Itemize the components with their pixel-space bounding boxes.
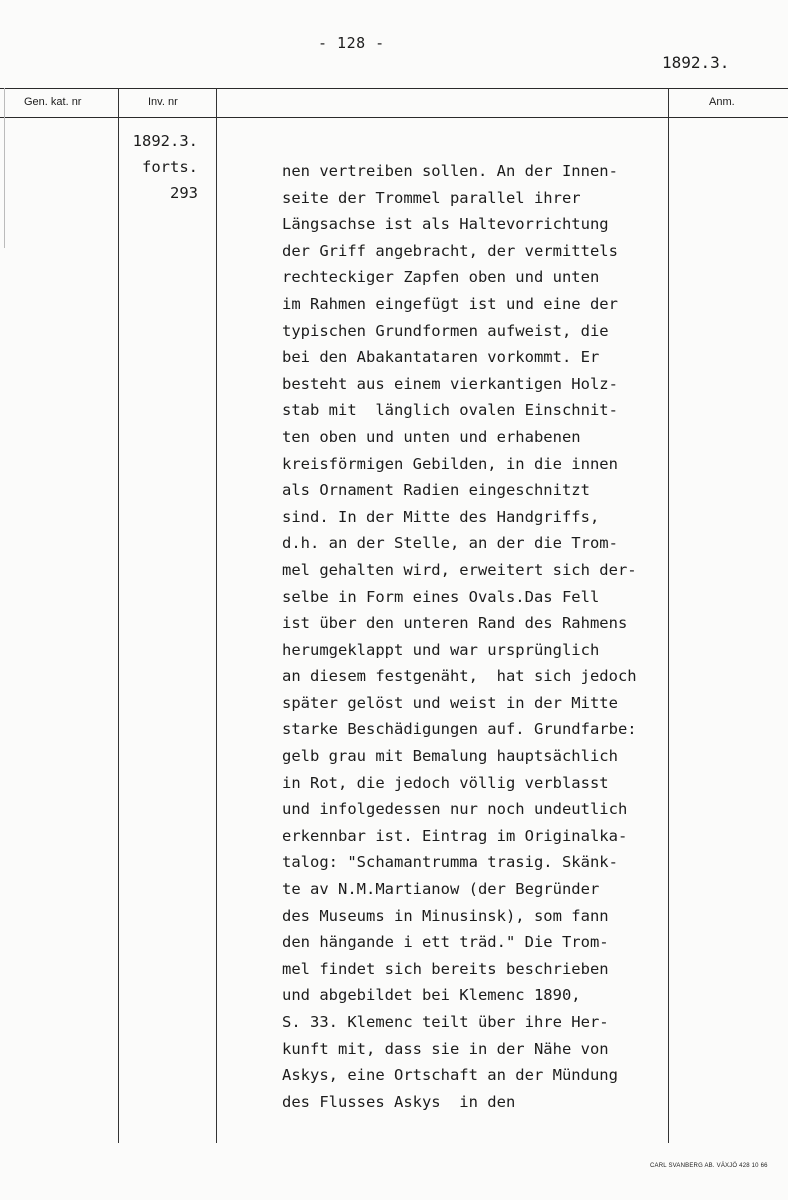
inventory-cell: [128, 128, 214, 206]
text-line: gelb grau mit Bemalung hauptsächlich: [282, 747, 618, 766]
description-text: [282, 158, 682, 1115]
text-line: Askys, eine Ortschaft an der Mündung: [282, 1066, 618, 1085]
text-line: S. 33. Klemenc teilt über ihre Her-: [282, 1013, 609, 1031]
text-line: im Rahmen eingefügt ist und eine der: [282, 294, 618, 313]
text-line: in Rot, die jedoch völlig verblasst: [282, 773, 609, 792]
text-line: als Ornament Radien eingeschnitzt: [282, 481, 590, 500]
page-number: - 128 -: [318, 34, 385, 52]
header-anm: Anm.: [709, 96, 735, 108]
text-line: selbe in Form eines Ovals.Das Fell: [282, 587, 600, 606]
text-line: der Griff angebracht, der vermittels: [282, 241, 618, 260]
inventory-number: 293: [170, 184, 198, 202]
text-line: besteht aus einem vierkantigen Holz-: [282, 374, 618, 393]
text-line: kunft mit, dass sie in der Nähe von: [282, 1039, 609, 1058]
text-line: ten oben und unten und erhabenen: [282, 427, 581, 446]
text-line: den hängande i ett träd." Die Trom-: [282, 933, 609, 952]
column-divider-left-margin: [4, 88, 5, 248]
text-line: erkennbar ist. Eintrag im Originalka-: [282, 826, 628, 845]
text-line: typischen Grundformen aufweist, die: [282, 321, 609, 340]
text-line: und infolgedessen nur noch undeutlich: [282, 800, 628, 819]
text-line: d.h. an der Stelle, an der die Trom-: [282, 534, 618, 553]
text-line: ist über den unteren Rand des Rahmens: [282, 614, 628, 633]
text-line: kreisförmigen Gebilden, in die innen: [282, 454, 618, 473]
text-line: herumgeklappt und war ursprünglich: [282, 640, 600, 659]
text-line: mel gehalten wird, erweitert sich der-: [282, 560, 637, 579]
inventory-year: 1892.3.: [132, 132, 198, 150]
year-id: 1892.3.: [662, 53, 730, 72]
text-line: an diesem festgenäht, hat sich jedoch: [282, 667, 637, 686]
text-line: rechteckiger Zapfen oben und unten: [282, 268, 600, 287]
inventory-forts: forts.: [142, 158, 198, 176]
text-line: des Museums in Minusinsk), som fann: [282, 906, 609, 925]
column-divider-inv: [216, 88, 217, 1143]
text-line: talog: "Schamantrumma trasig. Skänk-: [282, 853, 618, 872]
text-line: te av N.M.Martianow (der Begründer: [282, 880, 600, 899]
text-line: Längsachse ist als Haltevorrichtung: [282, 215, 609, 234]
column-divider-gen: [118, 88, 119, 1143]
text-line: mel findet sich bereits beschrieben: [282, 959, 609, 978]
header-gen-kat-nr: Gen. kat. nr: [24, 96, 82, 108]
text-line: später gelöst und weist in der Mitte: [282, 693, 618, 712]
text-line: sind. In der Mitte des Handgriffs,: [282, 507, 600, 526]
text-line: bei den Abakantataren vorkommt. Er: [282, 348, 600, 367]
text-line: und abgebildet bei Klemenc 1890,: [282, 986, 581, 1005]
text-line: des Flusses Askys in den: [282, 1092, 516, 1111]
text-line: stab mit länglich ovalen Einschnit-: [282, 401, 618, 420]
text-line: seite der Trommel parallel ihrer: [282, 188, 581, 207]
text-line: starke Beschädigungen auf. Grundfarbe:: [282, 720, 637, 739]
header-inv-nr: Inv. nr: [148, 96, 178, 108]
text-line: nen vertreiben sollen. An der Innen-: [282, 162, 618, 180]
printer-imprint: CARL SVANBERG AB. VÄXJÖ 428 10 66: [650, 1163, 768, 1169]
